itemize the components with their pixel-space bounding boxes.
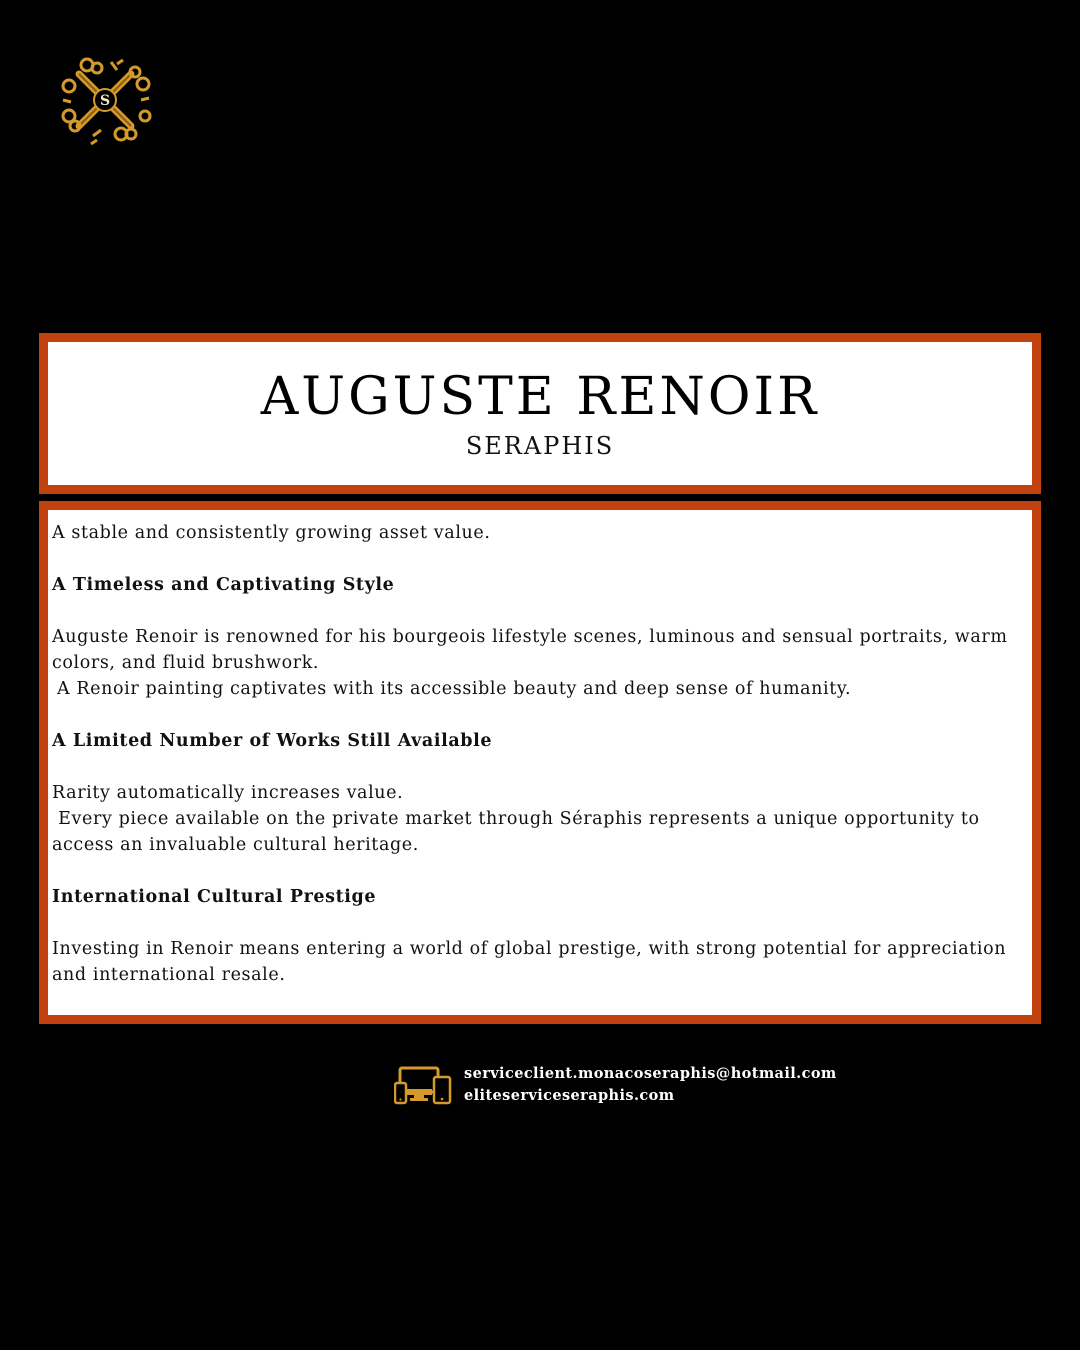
content-box [39,501,1041,1024]
section-heading-style: A Timeless and Captivating Style [52,575,395,595]
contact-email[interactable]: serviceclient.monacoseraphis@hotmail.com [464,1065,837,1082]
crossed-keys-icon [57,54,153,146]
intro-text: A stable and consistently growing asset value. [52,523,491,543]
section-body-style-line1: Auguste Renoir is renowned for his bourgeois lifestyle scenes, luminous and sensual portraits, warm colors, and fluid brushwork. [52,627,1008,673]
section-body-style [52,624,1028,702]
section-body-prestige: Investing in Renoir means entering a world of global prestige, with strong potential for appreciation and international resale. [52,939,1007,985]
section-body-rarity [52,780,1028,858]
logo-letter: S [99,93,111,109]
contact-website[interactable]: eliteserviceseraphis.com [464,1087,675,1104]
title-box [39,333,1041,494]
contact-block [394,1063,837,1107]
section-body-rarity-line2 [52,809,980,855]
brand-subtitle: SERAPHIS [465,431,615,460]
section-heading-rarity: A Limited Number of Works Still Available [52,731,493,751]
devices-icon [394,1065,452,1105]
section-heading-prestige: International Cultural Prestige [52,887,377,907]
contact-lines [464,1063,837,1107]
section-body-style-line2: A Renoir painting captivates with its accessible beauty and deep sense of humanity. [57,679,852,699]
section-body-rarity-line1: Rarity automatically increases value. [52,783,404,803]
page-title: AUGUSTE RENOIR [260,367,820,427]
section-body-rarity-line2-text: Every piece available on the private market through Séraphis represents a unique opportunity to access an invaluable cultural heritage. [52,809,980,855]
seraphis-logo [57,54,153,146]
